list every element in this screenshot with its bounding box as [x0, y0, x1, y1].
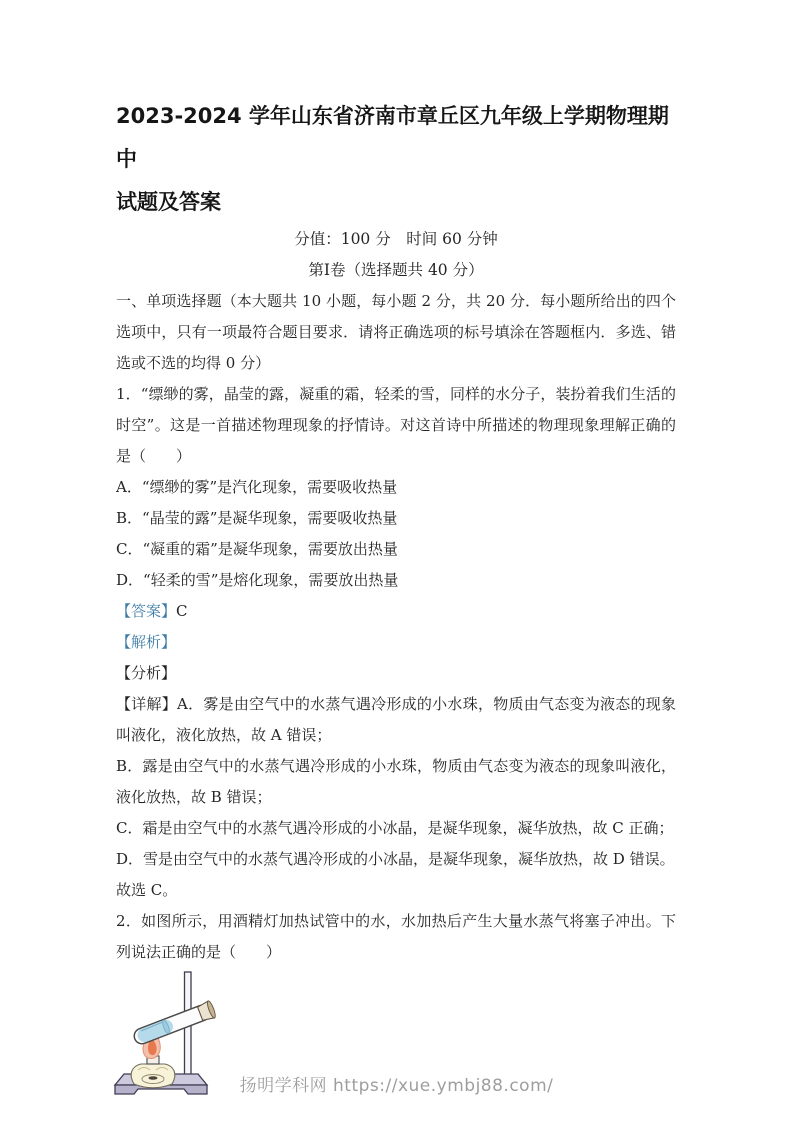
answer-label: 【答案】	[116, 602, 177, 620]
conclusion-line: 故选 C。	[116, 881, 178, 899]
analysis-header-line	[116, 627, 676, 658]
fenxi-label: 【分析】	[116, 664, 177, 682]
page-title	[116, 95, 676, 224]
score-time-line: 分值：100 分 时间 60 分钟	[294, 230, 498, 248]
footer-watermark: 扬明学科网 https://xue.ymbj88.com/	[239, 1076, 554, 1096]
explanation-c: C．霜是由空气中的水蒸气遇冷形成的小冰晶，是凝华现象，凝华放热，故 C 正确；	[116, 819, 674, 837]
question-2-stem: 2．如图所示，用酒精灯加热试管中的水，水加热后产生大量水蒸气将塞子冲出。下列说法正确的是（ ）	[116, 912, 676, 961]
question-1-option-b: B．“晶莹的露”是凝华现象，需要吸收热量	[116, 509, 398, 527]
page-title-line-1: 2023-2024 学年山东省济南市章丘区九年级上学期物理期中	[116, 104, 669, 171]
analysis-header-label: 【解析】	[116, 633, 177, 651]
answer-value: C	[176, 602, 188, 620]
test-tube	[141, 1000, 217, 1036]
question-1-option-a: A．“缥缈的雾”是汽化现象，需要吸收热量	[116, 478, 398, 496]
xiangjie-label: 【详解】	[116, 695, 178, 713]
question-1-stem: 1．“缥缈的雾，晶莹的露，凝重的霜，轻柔的雪，同样的水分子，装扮着我们生活的时空”。这是一首描述物理现象的抒情诗。对这首诗中所描述的物理现象理解正确的是（ ）	[116, 385, 676, 465]
part-one-intro: 一、单项选择题（本大题共 10 小题，每小题 2 分，共 20 分．每小题所给出的四个选项中，只有一项最符合题目要求．请将正确选项的标号填涂在答题框内．多选、错选或不选的均得 0 分）	[116, 292, 676, 372]
answer-line	[116, 596, 676, 627]
page-title-line-2: 试题及答案	[116, 190, 221, 214]
explanation-a	[116, 689, 676, 751]
fenxi-line	[116, 658, 676, 689]
explanation-b: B．露是由空气中的水蒸气遇冷形成的小水珠，物质由气态变为液态的现象叫液化，液化放热，故 B 错误；	[116, 757, 676, 806]
explanation-d: D．雪是由空气中的水蒸气遇冷形成的小冰晶，是凝华现象，凝华放热，故 D 错误。	[116, 850, 675, 868]
section-heading: 第Ⅰ卷（选择题共 40 分）	[308, 261, 484, 279]
question-1-option-c: C．“凝重的霜”是凝华现象，需要放出热量	[116, 540, 398, 558]
question-1-option-d: D．“轻柔的雪”是熔化现象，需要放出热量	[116, 571, 399, 589]
explanation-a-text: A．雾是由空气中的水蒸气遇冷形成的小水珠，物质由气态变为液态的现象叫液化，液化放热，故 A 错误；	[116, 695, 676, 744]
